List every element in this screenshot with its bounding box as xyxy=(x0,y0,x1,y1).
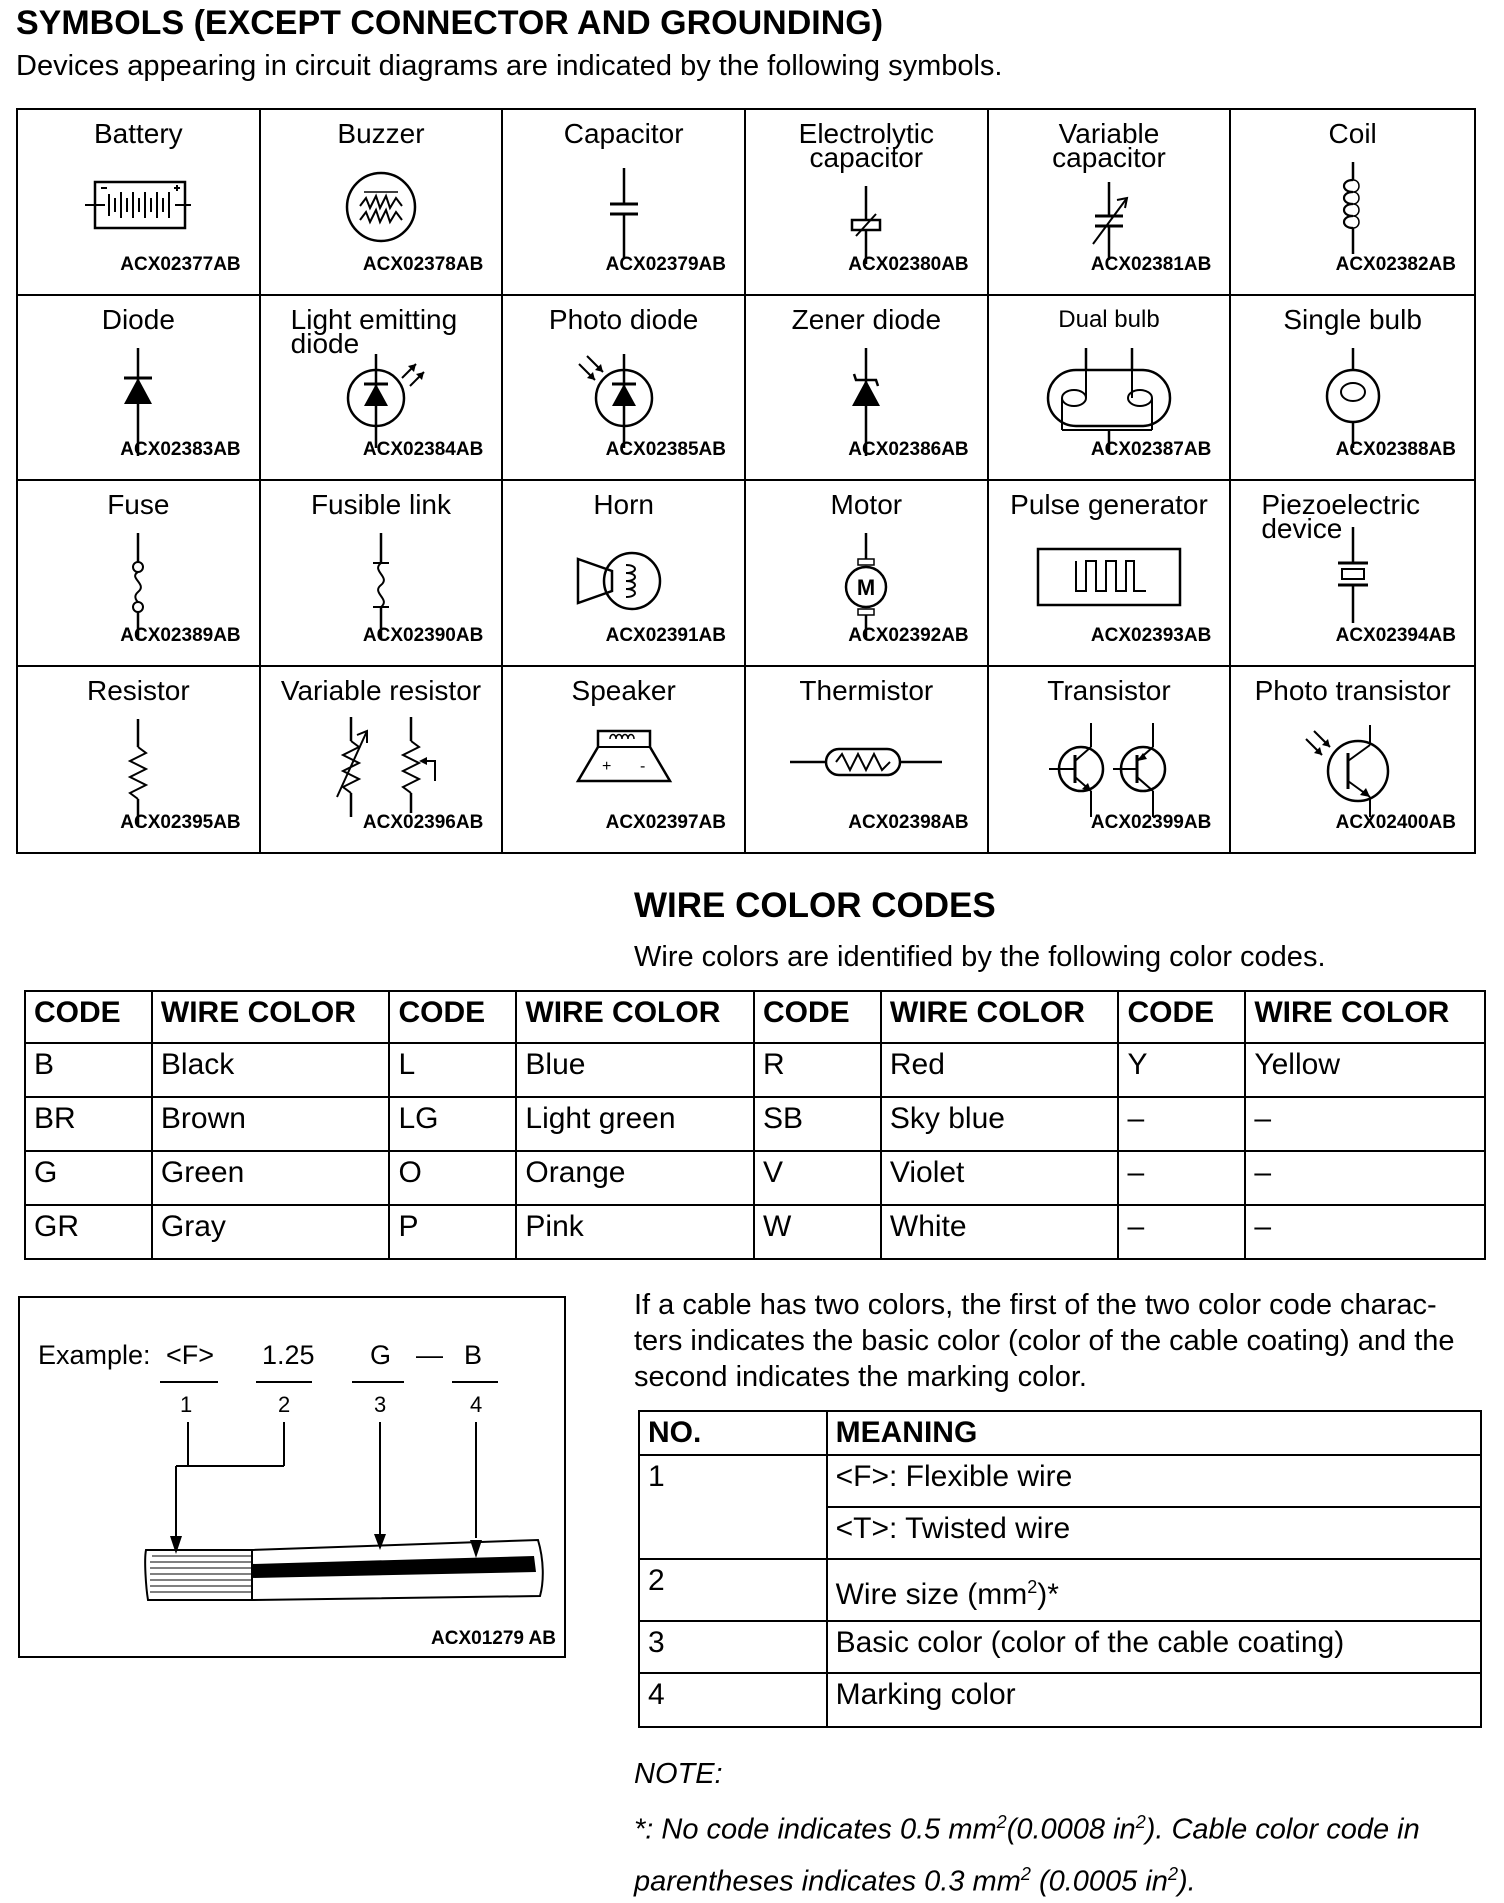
led-symbol-icon xyxy=(326,340,436,450)
color-cell: White xyxy=(881,1205,1119,1259)
column-header: CODE xyxy=(1118,991,1245,1043)
buzzer-symbol-icon xyxy=(336,162,426,252)
symbol-cell-battery xyxy=(18,110,261,296)
color-cell: Pink xyxy=(516,1205,754,1259)
symbol-code: ACX02391AB xyxy=(605,624,726,646)
symbol-cell-motor xyxy=(746,481,989,667)
column-header: CODE xyxy=(25,991,152,1043)
code-cell: G xyxy=(25,1151,152,1205)
symbol-cell-capacitor xyxy=(503,110,746,296)
column-header: WIRE COLOR xyxy=(881,991,1119,1043)
meaning-cell: <F>: Flexible wire xyxy=(827,1455,1481,1507)
superscript: 2 xyxy=(1135,1812,1146,1832)
wire-color-codes-title: WIRE COLOR CODES xyxy=(634,886,996,925)
column-header: WIRE COLOR xyxy=(516,991,754,1043)
superscript: 2 xyxy=(1167,1863,1178,1884)
table-row xyxy=(25,1151,1485,1205)
example-field-4: B xyxy=(464,1340,483,1370)
symbol-label: Zener diode xyxy=(791,303,942,335)
wire-example-diagram xyxy=(18,1296,566,1658)
pulse-generator-symbol-icon xyxy=(1034,545,1184,609)
color-cell: Gray xyxy=(152,1205,390,1259)
note-text: (0.0005 in xyxy=(1030,1865,1168,1898)
column-header: WIRE COLOR xyxy=(1245,991,1485,1043)
wire-color-table xyxy=(24,990,1486,1260)
symbol-code: ACX02394AB xyxy=(1335,624,1456,646)
note-text: *: No code indicates 0.5 mm xyxy=(634,1813,997,1846)
symbol-label: Photo diode xyxy=(548,303,699,335)
color-cell: Sky blue xyxy=(881,1097,1119,1151)
example-label: Example: xyxy=(38,1340,151,1370)
color-cell: Violet xyxy=(881,1151,1119,1205)
code-cell: GR xyxy=(25,1205,152,1259)
symbol-code: ACX02382AB xyxy=(1335,253,1456,275)
table-row xyxy=(25,1043,1485,1097)
code-cell: – xyxy=(1118,1205,1245,1259)
symbol-code: ACX02380AB xyxy=(848,253,969,275)
meaning-cell xyxy=(827,1559,1481,1621)
variable-resistor-symbol-icon xyxy=(311,717,451,827)
symbol-label: Transistor xyxy=(1047,674,1171,706)
table-row xyxy=(639,1455,1481,1507)
symbol-label: Motor xyxy=(830,489,903,520)
symbol-cell-coil xyxy=(1231,110,1474,296)
symbol-label: Resistor xyxy=(86,674,190,706)
symbol-label: Single bulb xyxy=(1283,303,1422,335)
battery-symbol-icon xyxy=(83,162,193,242)
superscript: 2 xyxy=(1020,1863,1031,1884)
table-row xyxy=(639,1621,1481,1673)
symbol-code: ACX02393AB xyxy=(1090,624,1212,646)
symbol-cell-led xyxy=(261,296,504,482)
transistor-symbol-icon xyxy=(1039,713,1179,823)
code-cell: B xyxy=(25,1043,152,1097)
symbol-code: ACX02381AB xyxy=(1090,253,1212,275)
note-heading: NOTE: xyxy=(634,1758,723,1790)
wire-meaning-table xyxy=(638,1410,1482,1728)
code-cell: SB xyxy=(754,1097,881,1151)
superscript: 2 xyxy=(996,1812,1007,1832)
table-row xyxy=(639,1559,1481,1621)
symbol-label: Pulse generator xyxy=(1010,489,1208,520)
symbol-label: Light emitting diode xyxy=(290,303,458,359)
speaker-minus-glyph: - xyxy=(639,757,645,775)
color-cell: Blue xyxy=(516,1043,754,1097)
code-cell: W xyxy=(754,1205,881,1259)
number-cell: 1 xyxy=(639,1455,827,1559)
symbol-code: ACX02389AB xyxy=(120,624,241,646)
color-cell: Green xyxy=(152,1151,390,1205)
symbol-label: Fusible link xyxy=(310,489,452,520)
speaker-plus-glyph: + xyxy=(601,757,611,775)
example-field-1: <F> xyxy=(166,1340,215,1370)
symbol-cell-zener-diode xyxy=(746,296,989,482)
color-cell: Red xyxy=(881,1043,1119,1097)
meaning-cell: Marking color xyxy=(827,1673,1481,1727)
symbol-cell-buzzer xyxy=(261,110,504,296)
symbols-section-title: SYMBOLS (EXCEPT CONNECTOR AND GROUNDING) xyxy=(16,4,884,42)
code-cell: – xyxy=(1118,1097,1245,1151)
wire-color-codes-intro: Wire colors are identified by the following color codes. xyxy=(634,941,1326,973)
example-number-2: 2 xyxy=(278,1392,291,1417)
horn-symbol-icon xyxy=(574,541,674,621)
symbol-label: Coil xyxy=(1328,118,1377,149)
symbol-code: ACX02400AB xyxy=(1335,812,1456,833)
example-figure-code: ACX01279 AB xyxy=(431,1628,556,1649)
wire-cable-illustration xyxy=(20,1298,568,1660)
note-text: ). xyxy=(1177,1865,1196,1898)
code-cell: V xyxy=(754,1151,881,1205)
superscript: 2 xyxy=(1027,1577,1038,1597)
symbol-cell-transistor xyxy=(989,667,1232,853)
table-row xyxy=(25,1205,1485,1259)
column-header: NO. xyxy=(639,1411,827,1455)
symbol-code: ACX02397AB xyxy=(605,812,726,833)
symbol-code: ACX02384AB xyxy=(362,439,484,460)
number-cell: 4 xyxy=(639,1673,827,1727)
code-cell: – xyxy=(1118,1151,1245,1205)
color-cell: – xyxy=(1245,1097,1485,1151)
symbol-code: ACX02396AB xyxy=(362,812,484,833)
code-cell: LG xyxy=(389,1097,516,1151)
color-cell: Light green xyxy=(516,1097,754,1151)
symbol-cell-thermistor xyxy=(746,667,989,853)
example-field-2: 1.25 xyxy=(262,1340,315,1370)
symbol-label: Speaker xyxy=(571,674,676,706)
symbol-code: ACX02399AB xyxy=(1090,812,1212,833)
symbol-cell-piezoelectric-device xyxy=(1231,481,1474,667)
symbol-code: ACX02398AB xyxy=(848,812,969,833)
coil-symbol-icon xyxy=(1328,162,1378,262)
symbol-code: ACX02377AB xyxy=(120,253,241,275)
column-header: MEANING xyxy=(827,1411,1481,1455)
motor-glyph: M xyxy=(857,575,876,600)
column-header: WIRE COLOR xyxy=(152,991,390,1043)
symbol-label: Photo transistor xyxy=(1254,674,1451,706)
color-cell: Yellow xyxy=(1245,1043,1485,1097)
capacitor-symbol-icon xyxy=(594,162,654,262)
symbol-code: ACX02392AB xyxy=(848,624,969,646)
symbol-label: Diode xyxy=(101,303,175,335)
symbol-cell-speaker xyxy=(503,667,746,853)
column-header: CODE xyxy=(389,991,516,1043)
photo-transistor-symbol-icon xyxy=(1298,713,1408,823)
color-cell: Black xyxy=(152,1043,390,1097)
example-number-4: 4 xyxy=(470,1392,483,1417)
symbol-label: Dual bulb xyxy=(1058,305,1160,333)
meaning-cell: <T>: Twisted wire xyxy=(827,1507,1481,1559)
color-cell: Orange xyxy=(516,1151,754,1205)
meaning-cell: Basic color (color of the cable coating) xyxy=(827,1621,1481,1673)
code-cell: Y xyxy=(1118,1043,1245,1097)
symbol-cell-photo-transistor xyxy=(1231,667,1474,853)
code-cell: O xyxy=(389,1151,516,1205)
symbol-label: Horn xyxy=(593,489,655,520)
note-text: (0.0008 in xyxy=(1006,1813,1136,1846)
meaning-text-tail: )* xyxy=(1037,1578,1059,1611)
symbol-cell-fuse xyxy=(18,481,261,667)
photo-diode-symbol-icon xyxy=(569,340,679,450)
symbol-cell-variable-capacitor xyxy=(989,110,1232,296)
symbol-label: Thermistor xyxy=(799,674,934,706)
symbol-code: ACX02387AB xyxy=(1090,439,1212,460)
example-number-1: 1 xyxy=(180,1392,193,1417)
symbol-cell-resistor xyxy=(18,667,261,853)
symbol-label: Electrolytic capacitor xyxy=(798,118,935,173)
symbol-label: Buzzer xyxy=(337,118,425,149)
symbol-label: Battery xyxy=(93,118,183,149)
number-cell: 2 xyxy=(639,1559,827,1621)
symbol-code: ACX02379AB xyxy=(605,253,726,275)
symbol-cell-pulse-generator xyxy=(989,481,1232,667)
color-cell: Brown xyxy=(152,1097,390,1151)
symbol-cell-variable-resistor xyxy=(261,667,504,853)
piezoelectric-device-symbol-icon xyxy=(1328,527,1378,627)
symbol-label: Piezoelectric device xyxy=(1261,489,1421,544)
symbol-cell-electrolytic-capacitor xyxy=(746,110,989,296)
symbols-grid xyxy=(16,108,1476,854)
symbol-code: ACX02386AB xyxy=(848,439,969,460)
symbols-section-intro: Devices appearing in circuit diagrams are indicated by the following symbols. xyxy=(16,50,1003,82)
code-cell: BR xyxy=(25,1097,152,1151)
symbol-cell-dual-bulb xyxy=(989,296,1232,482)
symbol-code: ACX02390AB xyxy=(362,624,484,646)
symbol-label: Variable capacitor xyxy=(1052,118,1166,173)
symbol-cell-single-bulb xyxy=(1231,296,1474,482)
symbol-cell-diode xyxy=(18,296,261,482)
color-cell: – xyxy=(1245,1151,1485,1205)
thermistor-symbol-icon xyxy=(786,737,946,787)
color-cell: – xyxy=(1245,1205,1485,1259)
symbol-code: ACX02395AB xyxy=(120,812,241,833)
column-header: CODE xyxy=(754,991,881,1043)
symbol-label: Capacitor xyxy=(563,118,684,149)
number-cell: 3 xyxy=(639,1621,827,1673)
table-header-row xyxy=(639,1411,1481,1455)
symbol-code: ACX02388AB xyxy=(1335,439,1456,460)
code-cell: R xyxy=(754,1043,881,1097)
symbol-code: ACX02385AB xyxy=(605,439,726,460)
symbol-cell-fusible-link xyxy=(261,481,504,667)
symbol-label: Variable resistor xyxy=(280,674,482,706)
note-text: ). Cable color code in parentheses indicates 0.3 mm xyxy=(634,1813,1420,1898)
symbol-code: ACX02383AB xyxy=(120,439,241,460)
note-body xyxy=(634,1800,1494,1903)
symbol-cell-horn xyxy=(503,481,746,667)
example-field-3: G xyxy=(370,1340,392,1370)
meaning-text: Wire size (mm xyxy=(835,1578,1028,1611)
table-row xyxy=(25,1097,1485,1151)
symbol-cell-photo-diode xyxy=(503,296,746,482)
code-cell: P xyxy=(389,1205,516,1259)
table-row xyxy=(639,1673,1481,1727)
symbol-code: ACX02378AB xyxy=(362,253,484,275)
example-number-3: 3 xyxy=(374,1392,387,1417)
example-dash: — xyxy=(416,1340,443,1370)
speaker-symbol-icon xyxy=(574,727,674,807)
symbol-label: Fuse xyxy=(107,489,170,520)
code-cell: L xyxy=(389,1043,516,1097)
two-color-explanation: If a cable has two colors, the first of the two color code charac-ters indicates the basic color (color of the cable coating) and the second indicates the marking color. xyxy=(634,1289,1455,1393)
table-header-row xyxy=(25,991,1485,1043)
